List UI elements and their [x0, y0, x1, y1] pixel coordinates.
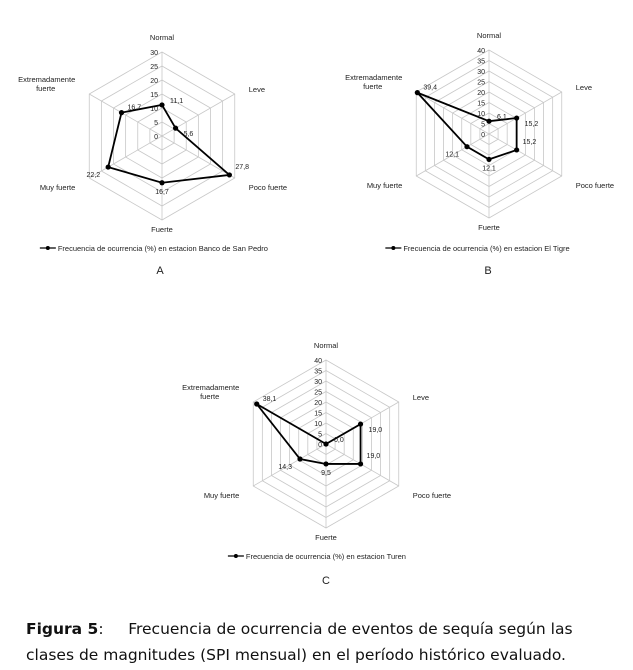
panel-label: B — [484, 265, 492, 277]
data-point — [159, 102, 164, 107]
tick-label: 5 — [154, 120, 158, 127]
tick-label: 15 — [314, 410, 322, 418]
tick-label: 5 — [318, 431, 322, 439]
data-label: 15,2 — [522, 138, 537, 146]
tick-label: 40 — [314, 358, 322, 365]
data-point — [514, 115, 519, 120]
category-label: Normal — [313, 341, 339, 350]
category-label: Muy fuerte — [203, 491, 240, 500]
category-label: Fuerte — [315, 533, 337, 542]
category-label: Normal — [149, 33, 175, 42]
category-label: Leve — [412, 393, 430, 402]
tick-label: 5 — [481, 121, 485, 129]
tick-label: 0 — [318, 442, 322, 449]
tick-label: 20 — [477, 90, 485, 97]
legend-marker — [46, 246, 50, 250]
category-label-line: Extremadamente — [18, 75, 76, 84]
category-label-line: Extremadamente — [345, 73, 403, 82]
category-label: Normal — [476, 31, 502, 40]
data-label: 16,7 — [155, 188, 169, 196]
tick-label: 25 — [314, 389, 322, 397]
category-label: Poco fuerte — [412, 491, 452, 500]
category-label: Poco fuerte — [248, 183, 288, 192]
tick-label: 10 — [477, 111, 485, 118]
category-label: Fuerte — [151, 225, 173, 234]
data-point — [486, 157, 491, 162]
data-point — [297, 456, 302, 461]
category-label — [182, 383, 239, 401]
data-label: 22,2 — [86, 172, 101, 180]
data-point — [358, 461, 363, 466]
tick-label: 30 — [150, 50, 158, 57]
data-label: 19,0 — [366, 452, 381, 460]
tick-label: 0 — [154, 134, 158, 141]
caption-line-2: clases de magnitudes (SPI mensual) en el período histórico evaluado. — [26, 646, 566, 664]
category-label: Muy fuerte — [39, 183, 76, 192]
data-label: 27,8 — [235, 163, 250, 171]
data-label: 9,5 — [321, 469, 331, 477]
data-point — [227, 172, 232, 177]
data-label: 14,3 — [278, 464, 292, 472]
caption-line-1 — [26, 620, 573, 638]
category-label: Leve — [575, 83, 593, 92]
data-point — [173, 126, 178, 131]
data-point — [106, 164, 111, 169]
category-label: Poco fuerte — [575, 181, 615, 190]
tick-label: 15 — [477, 100, 485, 108]
tick-label: 35 — [314, 368, 322, 376]
tick-label: 20 — [314, 400, 322, 407]
category-label — [345, 73, 402, 91]
tick-label: 30 — [477, 69, 485, 76]
data-label: 12,1 — [482, 165, 496, 173]
category-label-line: fuerte — [36, 84, 56, 93]
data-label: 19,0 — [368, 427, 383, 435]
tick-label: 25 — [150, 64, 158, 71]
data-label: 38,1 — [262, 395, 277, 403]
data-point — [358, 421, 363, 426]
radar-chart-C — [182, 341, 451, 587]
category-label-line: fuerte — [200, 392, 220, 401]
category-label: Muy fuerte — [366, 181, 403, 190]
caption-text-1: Frecuencia de ocurrencia de eventos de sequía según las — [128, 620, 573, 638]
data-point — [486, 119, 491, 124]
data-point — [464, 144, 469, 149]
data-label: 12,1 — [445, 151, 459, 159]
tick-label: 10 — [314, 421, 322, 428]
legend-marker — [391, 246, 395, 250]
tick-label: 35 — [477, 58, 485, 66]
caption-label: Figura 5 — [26, 620, 99, 638]
data-point — [159, 180, 164, 185]
category-label-line: fuerte — [363, 82, 383, 91]
radar-chart-A — [18, 33, 287, 277]
data-point — [514, 147, 519, 152]
data-label: 0,0 — [334, 437, 344, 444]
series-line — [417, 93, 516, 160]
legend-label: Frecuencia de ocurrencia (%) en estacion El Tigre — [403, 244, 570, 253]
panel-label: C — [322, 575, 330, 587]
tick-label: 20 — [150, 78, 158, 85]
radar-chart-B — [345, 31, 614, 277]
data-point — [323, 441, 328, 446]
data-point — [323, 461, 328, 466]
data-point — [119, 110, 124, 115]
data-point — [254, 401, 259, 406]
tick-label: 15 — [150, 92, 158, 99]
data-label: 39,4 — [423, 84, 437, 92]
category-label — [18, 75, 75, 93]
data-label: 11,1 — [170, 97, 184, 105]
data-label: 16,7 — [127, 104, 142, 112]
legend-marker — [234, 554, 238, 558]
tick-label: 40 — [477, 48, 485, 55]
tick-label: 30 — [314, 379, 322, 386]
data-label: 6,1 — [497, 114, 507, 122]
data-label: 15,2 — [524, 121, 539, 129]
category-label-line: Extremadamente — [182, 383, 240, 392]
tick-label: 10 — [150, 106, 158, 113]
data-label: 5,6 — [183, 131, 194, 139]
panel-label: A — [156, 265, 164, 277]
tick-label: 0 — [481, 132, 485, 139]
caption-separator: : — [98, 620, 129, 638]
legend-label: Frecuencia de ocurrencia (%) en estacion Turen — [245, 552, 406, 561]
category-label: Fuerte — [478, 223, 500, 232]
legend-label: Frecuencia de ocurrencia (%) en estacion Banco de San Pedro — [57, 244, 268, 253]
category-label: Leve — [248, 85, 266, 94]
tick-label: 25 — [477, 79, 485, 87]
data-point — [415, 90, 420, 95]
